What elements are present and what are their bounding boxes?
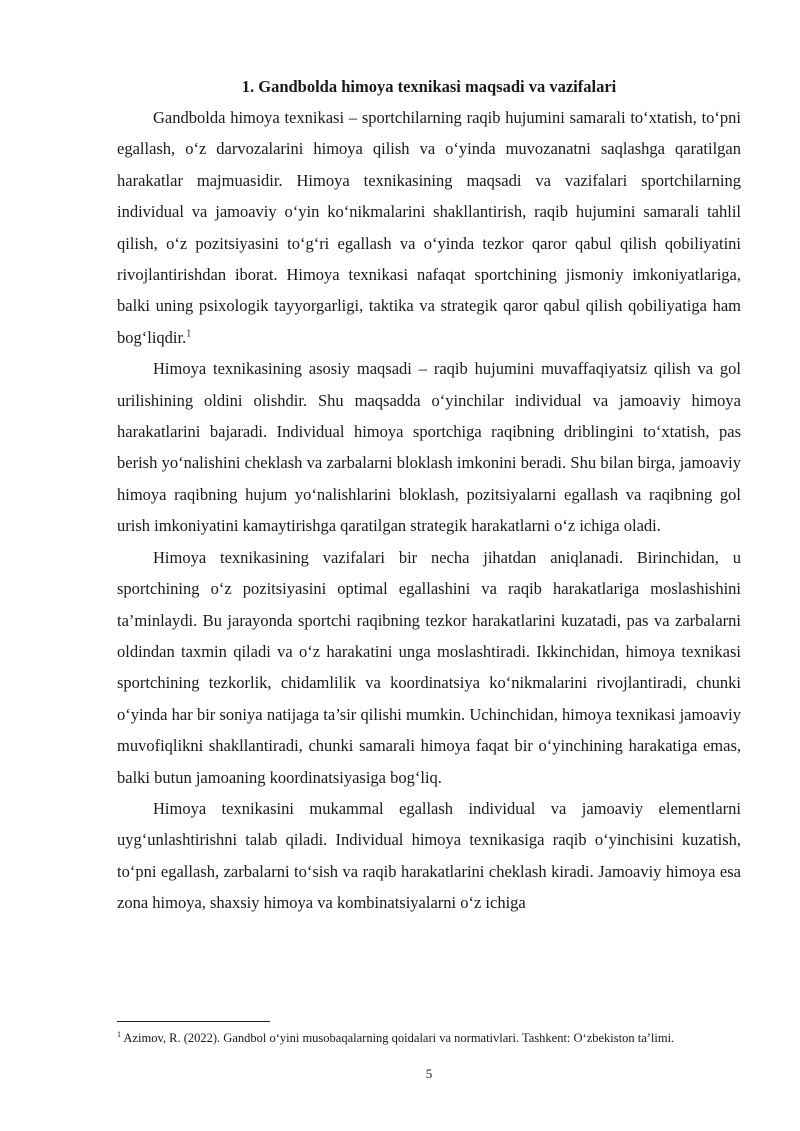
footnote-number: 1 [117, 1029, 121, 1039]
paragraph-4: Himoya texnikasini mukammal egallash individual va jamoaviy elementlarni uyg‘unlashtirishni talab qiladi. Individual himoya texnikasiga raqib o‘yinchisini kuzatish, to‘pni egallash, zarbalarni to‘sish va raqib harakatlarini cheklash kiradi. Jamoaviy himoya esa zona himoya, shaxsiy himoya va kombinatsiyalarni o‘z ichiga [117, 798, 741, 913]
footnote-text: Azimov, R. (2022). Gandbol o‘yini musobaqalarning qoidalari va normativlari. Tashkent: O‘zbekiston ta’limi. [121, 1031, 675, 1045]
section-heading: 1. Gandbolda himoya texnikasi maqsadi va vazifalari [241, 77, 617, 96]
footnote [117, 1030, 757, 1046]
page-body [117, 71, 741, 919]
paragraph-1-text: Gandbolda himoya texnikasi – sportchilarning raqib hujumini samarali to‘xtatish, to‘pni egallash, o‘z darvozalarini himoya qilish va o‘yinda muvozanatni saqlashga qaratilgan harakatlar majmuasidir. Himoya texnikasining maqsadi va vazifalari sportchilarning individual va jamoaviy o‘yin ko‘nikmalarini shakllantirish, raqib hujumini samarali tahlil qilish, o‘z pozitsiyasini to‘g‘ri egallash va o‘yinda tezkor qaror qabul qilish qobiliyatini rivojlantirishdan iborat. Himoya texnikasi nafaqat sportchining jismoniy imkoniyatlariga, balki uning psixologik tayyorgarligi, taktika va strategik qaror qabul qilish qobiliyatiga ham bog‘liqdir. [117, 108, 741, 347]
page-number: 5 [425, 1066, 433, 1081]
footnote-separator [117, 1021, 270, 1022]
paragraph-1 [117, 102, 741, 353]
paragraph-3: Himoya texnikasining vazifalari bir necha jihatdan aniqlanadi. Birinchidan, u sportchining o‘z pozitsiyasini optimal egallashini va raqib harakatlariga moslashishini ta’minlaydi. Bu jarayonda sportchi raqibning tezkor harakatlarini kuzatadi, pas va zarbalarni oldindan taxmin qiladi va o‘z harakatini unga moslashtiradi. Ikkinchidan, himoya texnikasi sportchining tezkorlik, chidamlilik va koordinatsiya ko‘nikmalarini rivojlantiradi, chunki o‘yinda har bir soniya natijaga ta’sir qilishi mumkin. Uchinchidan, himoya texnikasi jamoaviy muvofiqlikni shakllantiradi, chunki samarali himoya faqat bir o‘yinchining harakatiga emas, balki butun jamoaning koordinatsiyasiga bog‘liq. [117, 547, 741, 787]
paragraph-2: Himoya texnikasining asosiy maqsadi – raqib hujumini muvaffaqiyatsiz qilish va gol urilishining oldini olishdir. Shu maqsadda o‘yinchilar individual va jamoaviy himoya harakatlarini bajaradi. Individual himoya sportchiga raqibning driblingini to‘xtatish, pas berish yo‘nalishini cheklash va zarbalarni bloklash imkonini beradi. Shu bilan birga, jamoaviy himoya raqibning hujum yo‘nalishlarini bloklash, pozitsiyalarni egallash va raqibning gol urish imkoniyatini kamaytirishga qaratilgan strategik harakatlarni o‘z ichiga oladi. [117, 359, 741, 536]
footnote-reference[interactable]: 1 [186, 328, 192, 340]
